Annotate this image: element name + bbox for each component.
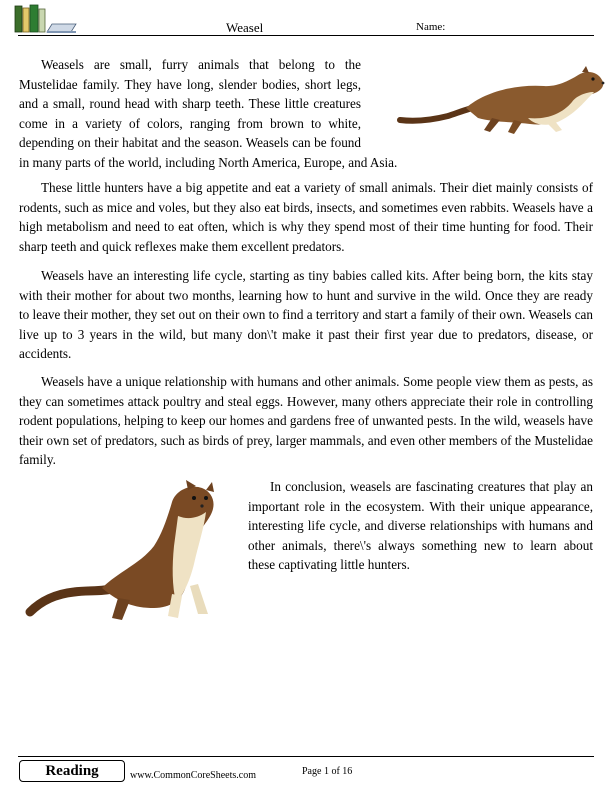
footer-rule bbox=[18, 756, 594, 757]
paragraph-2: These little hunters have a big appetite and eat a variety of small animals. Their diet mainly consists of rodents, such as mice and voles, but they also eat birds, insects, and sometimes even rabbits. Weasels have a high metabolism and need to eat often, which is why they spend most of their time hunting for food. Their sharp teeth and quick reflexes make them excellent predators. bbox=[19, 180, 593, 254]
header-rule bbox=[18, 35, 594, 36]
weasel-running-image bbox=[396, 62, 608, 138]
name-label: Name: bbox=[416, 21, 446, 33]
paragraph-3: Weasels have an interesting life cycle, starting as tiny babies called kits. After being born, the kits stay with their mother for about two months, learning how to hunt and survive in the wild. Once they are ready to leave their mother, they set out on their own to find a territory and start a family of their own. Weasels can live up to 3 years in the wild, but many don\'t make it past their first year due to predators, disease, or accidents. bbox=[19, 268, 593, 362]
paragraph-4: Weasels have a unique relationship with humans and other animals. Some people view them as pests, as they can sometimes attack poultry and steal eggs. However, many others appreciate their role in controlling rodent populations, helping to keep our homes and gardens free of unwanted pests. In the wild, weasels have their own set of predators, such as birds of prey, larger mammals, and even other members of the Mustelidae family. bbox=[19, 374, 593, 468]
page-header bbox=[0, 0, 612, 40]
books-icon bbox=[14, 4, 78, 34]
page-number: Page 1 of 16 bbox=[302, 766, 353, 777]
website-link[interactable]: www.CommonCoreSheets.com bbox=[130, 770, 257, 781]
paragraph-1-text: Weasels are small, furry animals that belong to the Mustelidae family. They have long, slender bodies, short legs, and a small, round head with sharp teeth. These little creatures come in a variety of colors, ranging from brown to white, depending on their habitat and the season. Weasels can be found in many parts of the world, including North America, Europe, and Asia. bbox=[19, 57, 398, 170]
subject-badge: Reading bbox=[19, 760, 125, 782]
paragraph-5: In conclusion, weasels are fascinating creatures that play an important role in the ecosystem. With their unique appearance, interesting life cycle, and diverse relationships with humans and other animals, there\'s always something new to learn about these captivating little hunters. bbox=[248, 479, 593, 573]
weasel-standing-image bbox=[22, 476, 232, 624]
page-title: Weasel bbox=[226, 20, 264, 35]
